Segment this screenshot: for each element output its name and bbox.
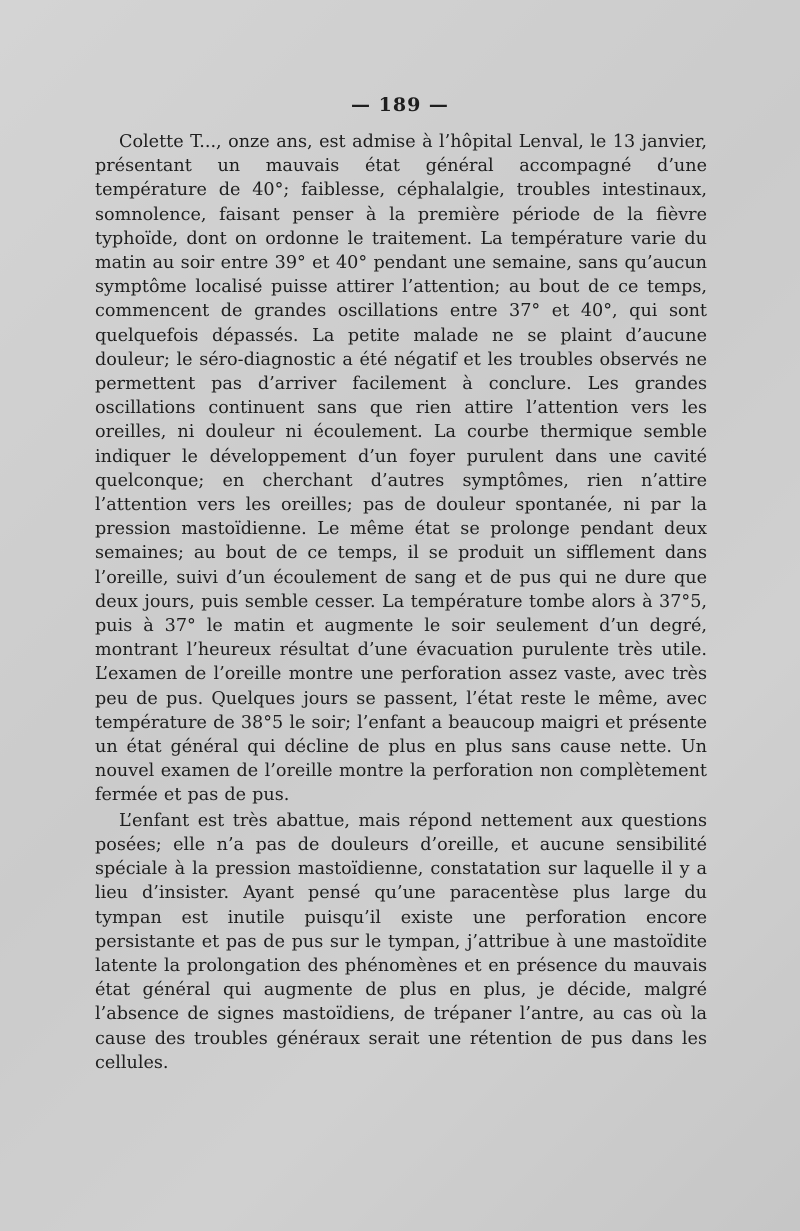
paragraph-case-history: Colette T..., onze ans, est admise à l’hôpital Lenval, le 13 janvier, présentant un mauvais état général accompagné d’une température de 40°; faiblesse, céphalalgie, troubles intestinaux, somnolence, faisant penser à la première période de la fièvre typhoïde, dont on ordonne le traitement. La température varie du matin au soir entre 39° et 40° pendant une semaine, sans qu’aucun symptôme localisé puisse attirer l’attention; au bout de ce temps, commencent de grandes oscillations entre 37° et 40°, qui sont quelquefois dépassés. La petite malade ne se plaint d’aucune douleur; le séro-diagnostic a été négatif et les troubles observés ne permettent pas d’arriver facilement à conclure. Les grandes oscillations continuent sans que rien attire l’attention vers les oreilles, ni douleur ni écoulement. La courbe thermique semble indiquer le développement d’un foyer purulent dans une cavité quelconque; en cherchant d’autres symptômes, rien n’attire l’attention vers les oreilles; pas de douleur spontanée, ni par la pression mastoïdienne. Le même état se prolonge pendant deux semaines; au bout de ce temps, il se produit un sifflement dans l’oreille, suivi d’un écoulement de sang et de pus qui ne dure que deux jours, puis semble cesser. La température tombe alors à 37°5, puis à 37° le matin et augmente le soir seulement d’un degré, montrant l’heureux résultat d’une évacuation purulente très utile. L’examen de l’oreille montre une perforation assez vaste, avec très peu de pus. Quelques jours se passent, l’état reste le même, avec température de 38°5 le soir; l’enfant a beaucoup maigri et présente un état général qui décline de plus en plus sans cause nette. Un nouvel examen de l’oreille montre la perforation non complètement fermée et pas de pus. <box>95 132 707 806</box>
body-text <box>95 130 707 1075</box>
paragraph-examination: L’enfant est très abattue, mais répond nettement aux questions posées; elle n’a pas de douleurs d’oreille, et aucune sensibilité spéciale à la pression mastoïdienne, constatation sur laquelle il y a lieu d’insister. Ayant pensé qu’une paracentèse plus large du tympan est inutile puisqu’il existe une perforation encore persistante et pas de pus sur le tympan, j’attribue à une mastoïdite latente la prolongation des phénomènes et en présence du mauvais état général qui augmente de plus en plus, je décide, malgré l’absence de signes mastoïdiens, de trépaner l’antre, au cas où la cause des troubles généraux serait une rétention de pus dans les cellules. <box>95 810 707 1073</box>
page-number: — 189 — <box>351 94 449 116</box>
